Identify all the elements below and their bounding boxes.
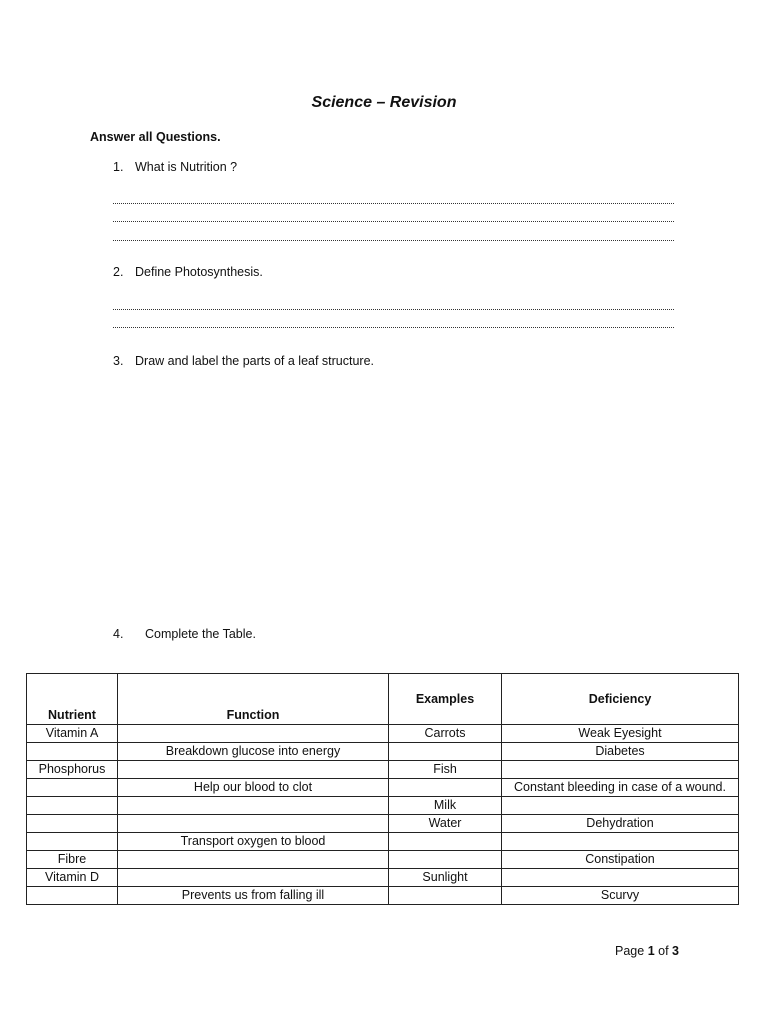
header-examples: Examples: [389, 674, 502, 725]
cell-function[interactable]: [118, 761, 389, 779]
question-text: Draw and label the parts of a leaf structure.: [135, 354, 375, 368]
question-number: 1.: [113, 160, 124, 174]
answer-line[interactable]: [113, 239, 674, 241]
cell-examples[interactable]: Milk: [389, 797, 502, 815]
page-word: Page: [615, 944, 645, 958]
cell-nutrient[interactable]: [27, 743, 118, 761]
cell-function[interactable]: [118, 851, 389, 869]
cell-examples[interactable]: Sunlight: [389, 869, 502, 887]
cell-deficiency[interactable]: Diabetes: [502, 743, 739, 761]
cell-nutrient[interactable]: Phosphorus: [27, 761, 118, 779]
cell-function[interactable]: Transport oxygen to blood: [118, 833, 389, 851]
cell-nutrient[interactable]: Fibre: [27, 851, 118, 869]
header-deficiency: Deficiency: [502, 674, 739, 725]
cell-nutrient[interactable]: Vitamin A: [27, 725, 118, 743]
cell-deficiency[interactable]: Dehydration: [502, 815, 739, 833]
question-3: [113, 354, 374, 368]
cell-nutrient[interactable]: [27, 815, 118, 833]
cell-function[interactable]: Breakdown glucose into energy: [118, 743, 389, 761]
cell-nutrient[interactable]: Vitamin D: [27, 869, 118, 887]
header-nutrient: Nutrient: [27, 674, 118, 725]
table-row: [27, 869, 739, 887]
answer-line[interactable]: [113, 308, 674, 310]
cell-function[interactable]: [118, 725, 389, 743]
cell-deficiency[interactable]: Scurvy: [502, 887, 739, 905]
table-row: [27, 887, 739, 905]
question-text: Complete the Table.: [145, 627, 256, 641]
instructions: Answer all Questions.: [90, 130, 221, 144]
cell-deficiency[interactable]: [502, 833, 739, 851]
table-row: [27, 761, 739, 779]
header-function: Function: [118, 674, 389, 725]
cell-deficiency[interactable]: [502, 761, 739, 779]
cell-deficiency[interactable]: [502, 797, 739, 815]
question-text: What is Nutrition ?: [135, 160, 238, 174]
cell-function[interactable]: Help our blood to clot: [118, 779, 389, 797]
cell-nutrient[interactable]: [27, 887, 118, 905]
table-row: [27, 725, 739, 743]
cell-deficiency[interactable]: Constipation: [502, 851, 739, 869]
cell-examples[interactable]: [389, 851, 502, 869]
cell-examples[interactable]: [389, 833, 502, 851]
cell-examples[interactable]: Water: [389, 815, 502, 833]
answer-line[interactable]: [113, 326, 674, 328]
table-header-row: [27, 674, 739, 725]
question-2: [113, 265, 263, 279]
cell-nutrient[interactable]: [27, 797, 118, 815]
cell-deficiency[interactable]: Constant bleeding in case of a wound.: [502, 779, 739, 797]
question-number: 3.: [113, 354, 124, 368]
cell-examples[interactable]: Carrots: [389, 725, 502, 743]
table-row: [27, 797, 739, 815]
cell-examples[interactable]: [389, 779, 502, 797]
answer-line[interactable]: [113, 202, 674, 204]
answer-line[interactable]: [113, 220, 674, 222]
cell-examples[interactable]: [389, 887, 502, 905]
table-row: [27, 851, 739, 869]
cell-nutrient[interactable]: [27, 833, 118, 851]
table-row: [27, 779, 739, 797]
cell-function[interactable]: [118, 869, 389, 887]
cell-nutrient[interactable]: [27, 779, 118, 797]
cell-deficiency[interactable]: [502, 869, 739, 887]
question-4: [113, 627, 256, 641]
current-page: 1: [647, 944, 655, 958]
page-title: Science – Revision: [311, 94, 457, 111]
table-row: [27, 815, 739, 833]
question-number: 4.: [113, 627, 124, 641]
cell-examples[interactable]: Fish: [389, 761, 502, 779]
of-word: of: [658, 944, 669, 958]
cell-deficiency[interactable]: Weak Eyesight: [502, 725, 739, 743]
table-row: [27, 833, 739, 851]
cell-function[interactable]: [118, 815, 389, 833]
page-number: [615, 944, 679, 958]
question-1: [113, 160, 237, 174]
nutrient-table: [26, 673, 739, 905]
cell-function[interactable]: [118, 797, 389, 815]
question-text: Define Photosynthesis.: [135, 265, 263, 279]
question-number: 2.: [113, 265, 124, 279]
table-row: [27, 743, 739, 761]
total-pages: 3: [672, 944, 679, 958]
cell-function[interactable]: Prevents us from falling ill: [118, 887, 389, 905]
cell-examples[interactable]: [389, 743, 502, 761]
